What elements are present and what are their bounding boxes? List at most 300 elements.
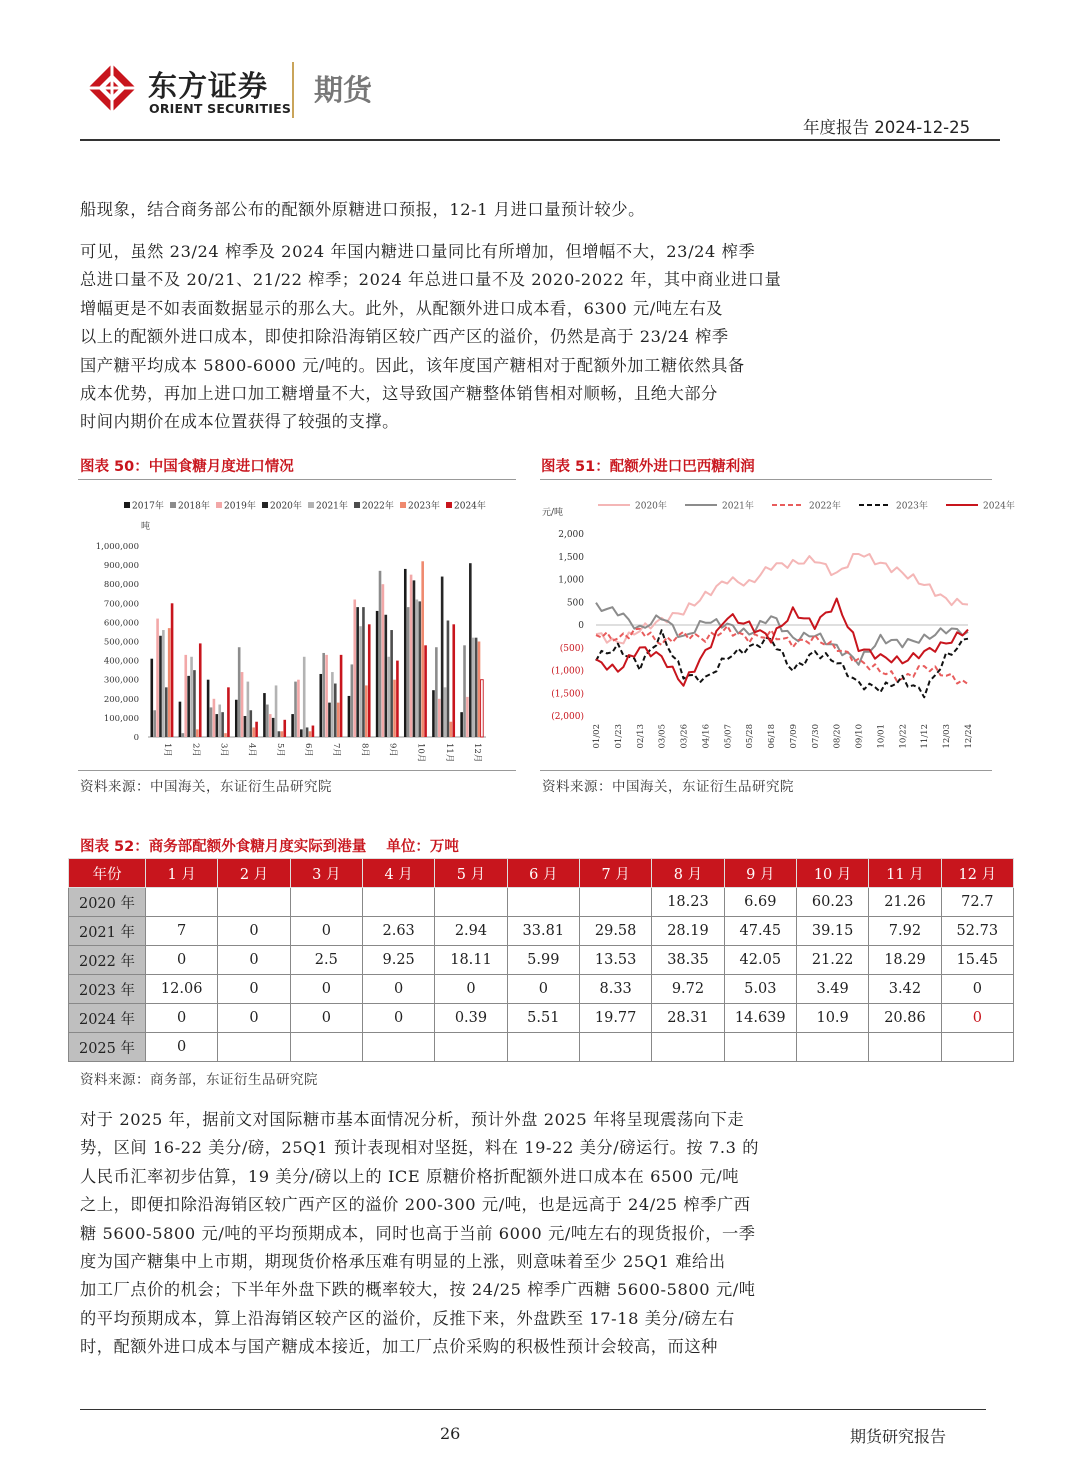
table-cell: 42.05 [724,946,796,975]
legend-swatch [262,502,268,508]
bar [193,670,196,737]
bar [356,607,359,737]
bar [359,626,362,737]
bar [252,727,255,737]
table-header-month: 1 月 [146,859,218,888]
x-tick-label: 09/10 [854,724,865,749]
table-cell: 2.5 [290,946,362,975]
table-cell: 2.63 [362,917,434,946]
y-tick-label: 100,000 [103,713,139,724]
x-tick-label: 02/13 [635,724,646,749]
brazil-sugar-import-profit-line-chart [540,486,1015,770]
table-cell: 5.99 [507,946,579,975]
table-cell: 6.69 [724,888,796,917]
bar [218,705,221,737]
fig50-top-rule [78,479,516,480]
table-cell: 9.72 [652,975,724,1004]
x-tick-label: 3月 [218,743,229,757]
bar [171,603,174,737]
x-tick-label: 12月 [471,743,482,763]
bar [319,674,322,737]
bar [325,655,328,737]
table-cell: 7.92 [869,917,941,946]
y-unit-label: 吨 [141,522,151,532]
bar [450,722,453,737]
bar [281,731,284,737]
x-tick-label: 8月 [359,743,370,757]
table-cell: 18.23 [652,888,724,917]
fig50-caption: 图表 50：中国食糖月度进口情况 [80,459,294,475]
bar [312,726,315,737]
bar [444,687,447,737]
x-tick-label: 07/30 [810,724,821,749]
x-tick-label: 10/01 [876,724,887,749]
table-cell: 18.29 [869,946,941,975]
table-row [69,1004,1014,1033]
bar [244,716,247,737]
x-tick-label: 10/22 [898,724,909,749]
table-cell: 28.31 [652,1004,724,1033]
bar [463,645,466,737]
orient-securities-logo-icon [86,62,138,114]
table-cell: 52.73 [941,917,1013,946]
bar [196,729,199,737]
table-cell: 0 [362,975,434,1004]
table-cell: 0 [218,975,290,1004]
y-tick-label: (2,000) [551,712,584,722]
table-cell [507,888,579,917]
x-tick-label: 9月 [387,743,398,757]
bar [224,733,227,737]
fig51-source: 资料来源：中国海关，东证衍生品研究院 [542,779,794,795]
table-header-row [69,859,1014,888]
bar [418,601,421,737]
table-cell: 3.49 [796,975,868,1004]
y-tick-label: 800,000 [103,580,139,591]
bar [460,712,463,737]
bar [362,607,365,737]
fig51-caption: 图表 51：配额外进口巴西糖利润 [541,459,755,475]
paragraph-line: 可见，虽然 23/24 榨季及 2024 年国内糖进口量同比有所增加，但增幅不大，23/24 榨季 [80,242,756,261]
bar [156,619,159,737]
table-cell: 20.86 [869,1004,941,1033]
bar [150,659,153,737]
quota-import-arrivals-table [68,858,1014,1062]
legend-label: 2020年 [635,501,667,512]
header-rule [80,139,1000,141]
bar [379,571,382,737]
legend-swatch [124,502,130,508]
bar [213,699,216,737]
table-cell: 0 [218,946,290,975]
monthly-import-bar-chart [78,486,518,770]
bar [432,690,435,737]
legend-label: 2022年 [809,501,841,512]
x-tick-label: 10月 [415,743,426,763]
bar [413,580,416,737]
table-row [69,1033,1014,1062]
bar [469,563,472,737]
legend-label: 2023年 [896,501,928,512]
table-header-month: 4 月 [362,859,434,888]
legend-label: 2024年 [983,501,1015,512]
paragraph-line: 增幅更是不如表面数据显示的那么大。此外，从配额外进口成本看，6300 元/吨左右及 [80,298,723,318]
table-cell: 38.35 [652,946,724,975]
bar [187,676,190,737]
table-cell [652,1033,724,1062]
series-line [596,599,968,686]
bar [387,657,390,737]
paragraph-line: 时，配额外进口成本与国产糖成本接近，加工厂点价采购的积极性预计会较高，而这种 [80,1337,718,1357]
bar [153,710,156,737]
table-cell: 18.11 [435,946,507,975]
bar [331,672,334,737]
bar [266,705,269,737]
bar [385,615,388,737]
x-tick-label: 12/24 [964,724,974,749]
x-tick-label: 06/18 [767,724,778,749]
y-tick-label: 300,000 [103,675,139,686]
table-cell [869,1033,941,1062]
table-cell: 0 [941,1004,1013,1033]
table-cell: 60.23 [796,888,868,917]
logo-divider [292,62,294,118]
table-header-year: 年份 [69,859,146,888]
bar [481,680,484,737]
x-tick-label: 11/12 [920,724,931,749]
legend-label: 2017年 [132,501,164,512]
bar [404,569,407,737]
fig52-source: 资料来源：商务部，东证衍生品研究院 [80,1072,318,1088]
paragraph-line: 国产糖平均成本 5800-6000 元/吨的。因此，该年度国产糖相对于配额外加工糖依然具备 [80,355,745,375]
table-body [69,888,1014,1062]
table-cell: 72.7 [941,888,1013,917]
y-tick-label: 700,000 [103,599,139,610]
bar [210,707,213,737]
table-cell: 33.81 [507,917,579,946]
y-tick-label: 500 [566,598,584,609]
y-tick-label: 600,000 [103,618,139,629]
table-cell: 39.15 [796,917,868,946]
x-tick-label: 01/02 [592,724,602,749]
x-tick-label: 2月 [190,743,201,757]
legend-label: 2019年 [224,501,256,512]
table-cell [941,1033,1013,1062]
legend-label: 2022年 [362,501,394,512]
y-tick-label: (1,000) [551,666,584,677]
table-row [69,975,1014,1004]
table-cell-year: 2020 年 [69,888,146,917]
table-cell: 0 [218,1004,290,1033]
bar [382,584,385,737]
bar [263,693,266,737]
footer-label: 期货研究报告 [850,1427,947,1446]
table-cell [218,888,290,917]
table-header-month: 12 月 [941,859,1013,888]
bar [421,561,424,737]
bar [438,699,441,737]
bar [300,729,303,737]
table-header-month: 3 月 [290,859,362,888]
paragraph-line: 以上的配额外进口成本，即使扣除沿海销区较广西产区的溢价，仍然是高于 23/24 榨季 [80,327,729,347]
table-header-month: 6 月 [507,859,579,888]
table-header-month: 7 月 [579,859,651,888]
bar [190,657,193,737]
table-cell: 10.9 [796,1004,868,1033]
paragraph-line: 的平均预期成本，算上沿海销区较产区的溢价，反推下来，外盘跌至 17-18 美分/磅左右 [80,1308,735,1328]
footer-rule [80,1409,986,1410]
report-type-date: 年度报告 2024-12-25 [803,118,971,137]
bar [322,653,325,737]
table-header-month: 11 月 [869,859,941,888]
table-cell: 0 [507,975,579,1004]
legend-label: 2024年 [454,501,486,512]
paragraph-line: 对于 2025 年，据前文对国际糖市基本面情况分析，预计外盘 2025 年将呈现震荡向下走 [80,1110,745,1129]
bar [199,643,202,737]
table-cell [724,1033,796,1062]
bar [179,702,182,737]
x-tick-label: 07/09 [788,724,799,749]
bar [396,661,399,737]
bar [162,630,165,737]
legend-label: 2021年 [722,501,754,512]
paragraph-line: 势，区间 16-22 美分/磅，25Q1 预计表现相对坚挺，料在 19-22 美分/磅运行。按 7.3 的 [80,1138,760,1158]
legend-label: 2018年 [178,501,210,512]
bar [227,687,230,737]
legend-label: 2020年 [270,501,302,512]
bar [241,672,244,737]
table-cell: 3.42 [869,975,941,1004]
bar [249,710,252,737]
table-cell: 0 [290,975,362,1004]
table-cell [579,888,651,917]
table-cell: 0 [146,1004,218,1033]
table-cell: 29.58 [579,917,651,946]
x-tick-label: 6月 [302,743,313,757]
table-cell: 0 [362,1004,434,1033]
paragraph-2 [80,238,800,437]
table-cell: 12.06 [146,975,218,1004]
table-cell: 19.77 [579,1004,651,1033]
legend-label: 2023年 [408,501,440,512]
table-cell [362,888,434,917]
table-cell: 0 [218,917,290,946]
bar [410,575,413,737]
bar [278,731,281,737]
table-cell [290,1033,362,1062]
legend-swatch [216,502,222,508]
bar [416,599,419,737]
bar [269,714,272,737]
table-header-month: 9 月 [724,859,796,888]
fig51-bottom-rule [540,770,992,771]
table-cell-year: 2024 年 [69,1004,146,1033]
paragraph-line: 人民币汇率初步估算，19 美分/磅以上的 ICE 原糖价格折配额外进口成本在 6500 元/吨 [80,1166,740,1186]
legend-swatch [170,502,176,508]
bar [466,697,469,737]
paragraph-line: 成本优势，再加上进口加工糖增量不大，这导致国产糖整体销售相对顺畅，且绝大部分 [80,384,718,404]
x-tick-label: 04/16 [701,724,712,749]
x-tick-label: 05/28 [745,724,756,749]
y-tick-label: 500,000 [103,637,139,648]
bar [447,620,450,737]
fig51-top-rule [540,479,992,480]
table-cell [507,1033,579,1062]
x-tick-label: 03/26 [679,724,690,749]
table-cell: 0 [146,946,218,975]
paragraph-line: 船现象，结合商务部公布的配额外原糖进口预报，12-1 月进口量预计较少。 [80,200,645,219]
bar [294,682,297,737]
paragraph-line: 度为国产糖集中上市期，期现货价格承压难有明显的上涨，则意味着至少 25Q1 难给出 [80,1252,726,1272]
bar [247,682,250,737]
table-row [69,946,1014,975]
table-cell-year: 2025 年 [69,1033,146,1062]
fig52-caption: 图表 52：商务部配额外食糖月度实际到港量 单位：万吨 [80,839,459,855]
bar [216,714,219,737]
bar [275,685,278,737]
table-cell: 5.51 [507,1004,579,1033]
bar [368,624,371,737]
table-cell: 0 [290,917,362,946]
table-header-month: 8 月 [652,859,724,888]
y-tick-label: 0 [578,621,584,631]
table-cell: 47.45 [724,917,796,946]
y-tick-label: 400,000 [103,656,139,667]
table-cell: 0 [290,1004,362,1033]
paragraph-1 [80,196,800,224]
bar [297,680,300,737]
table-cell [435,888,507,917]
bar [365,685,368,737]
bar [235,700,238,737]
table-row [69,888,1014,917]
bar [165,687,168,737]
table-cell [796,1033,868,1062]
table-cell [290,888,362,917]
table-cell: 28.19 [652,917,724,946]
legend-swatch [354,502,360,508]
table-cell: 2.94 [435,917,507,946]
bar [328,703,331,737]
y-tick-label: 200,000 [103,694,139,705]
table-row [69,917,1014,946]
bar [452,624,455,737]
bar [283,720,286,737]
table-cell [362,1033,434,1062]
bar [221,712,224,737]
table-cell: 7 [146,917,218,946]
x-tick-label: 01/23 [613,724,624,749]
bar [182,733,185,737]
y-tick-label: 1,000 [558,575,584,586]
legend-swatch [446,502,452,508]
x-tick-label: 1月 [162,743,173,757]
bar [424,645,427,737]
table-cell: 13.53 [579,946,651,975]
bar [472,638,475,737]
table-header-month: 5 月 [435,859,507,888]
table-cell: 15.45 [941,946,1013,975]
table-cell: 14.639 [724,1004,796,1033]
table-cell [146,888,218,917]
x-tick-label: 7月 [331,743,342,757]
y-tick-label: (500) [559,643,584,654]
table-cell: 0 [435,975,507,1004]
table-cell: 21.22 [796,946,868,975]
table-cell: 21.26 [869,888,941,917]
paragraph-line: 总进口量不及 20/21、21/22 榨季；2024 年总进口量不及 2020-2022 年，其中商业进口量 [80,270,782,290]
y-tick-label: 1,500 [558,552,584,563]
table-cell [435,1033,507,1062]
bar [351,664,354,737]
bar [340,655,343,737]
x-tick-label: 5月 [274,743,285,757]
paragraph-line: 时间内期价在成本位置获得了较强的支撑。 [80,412,399,432]
bar [255,722,258,737]
table-cell [579,1033,651,1062]
table-cell-year: 2022 年 [69,946,146,975]
table-cell-year: 2023 年 [69,975,146,1004]
bar [376,611,379,737]
bar [272,718,275,737]
bar [407,607,410,737]
table-cell-year: 2021 年 [69,917,146,946]
bar [393,680,396,737]
paragraph-line: 之上，即便扣除沿海销区较广西产区的溢价 200-300 元/吨，也是远高于 24/25 榨季广西 [80,1195,751,1215]
y-tick-label: (1,500) [551,689,584,700]
bar [291,714,294,737]
fig50-bottom-rule [78,770,516,771]
bar [334,684,337,737]
bar [390,630,393,737]
x-tick-label: 03/05 [657,724,668,749]
table-cell [218,1033,290,1062]
x-tick-label: 4月 [246,743,257,757]
y-tick-label: 2,000 [558,530,584,540]
bar [168,628,171,737]
table-cell: 8.33 [579,975,651,1004]
y-tick-label: 1,000,000 [95,542,139,552]
x-tick-label: 12/03 [942,724,953,749]
brand-name-en: ORIENT SECURITIES [149,101,292,116]
brand-name-cn: 东方证券 [148,69,269,103]
table-cell: 0 [941,975,1013,1004]
table-header-month: 10 月 [796,859,868,888]
bar [441,577,444,737]
legend-swatch [400,502,406,508]
x-tick-label: 05/07 [723,724,734,749]
bar [309,731,312,737]
y-axis-label: 元/吨 [542,508,564,518]
bar [207,680,210,737]
fig50-source: 资料来源：中国海关，东证衍生品研究院 [80,779,332,795]
paragraph-line: 糖 5600-5800 元/吨的平均预期成本，同时也高于当前 6000 元/吨左右的现货报价，一季 [80,1223,756,1243]
paragraph-3 [80,1106,800,1362]
legend-label: 2021年 [316,501,348,512]
brand-division: 期货 [314,73,373,107]
y-tick-label: 0 [133,733,139,743]
table-cell: 0.39 [435,1004,507,1033]
legend-swatch [308,502,314,508]
page-number: 26 [440,1424,461,1443]
x-tick-label: 11月 [443,743,454,763]
bar [184,655,187,737]
table-cell: 0 [146,1033,218,1062]
table-cell: 5.03 [724,975,796,1004]
table-cell: 9.25 [362,946,434,975]
table-header-month: 2 月 [218,859,290,888]
bar [475,638,478,737]
